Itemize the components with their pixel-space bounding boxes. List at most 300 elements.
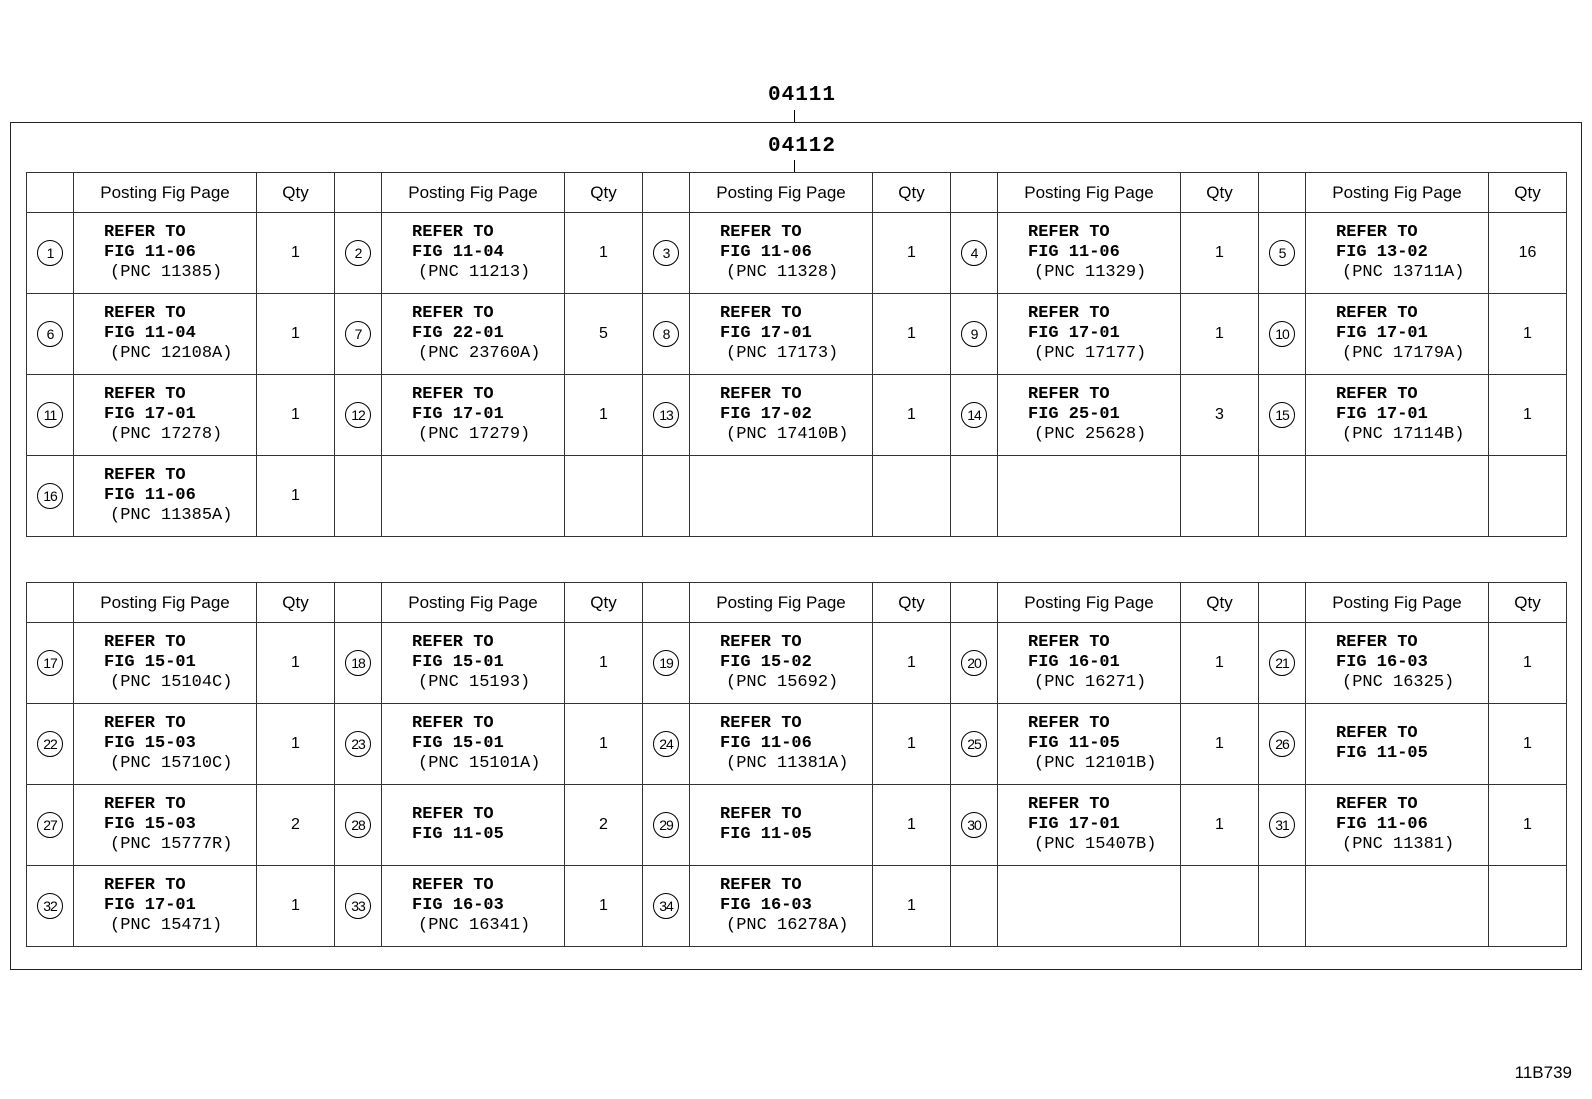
header-posting-fig-page: Posting Fig Page — [1306, 583, 1489, 623]
refer-to-text — [1306, 633, 1488, 693]
qty-cell: 1 — [873, 866, 951, 947]
callout-cell — [335, 294, 382, 375]
refer-to-label: REFER TO — [1028, 633, 1110, 652]
posting-cell — [382, 213, 565, 294]
header-posting-fig-page: Posting Fig Page — [382, 583, 565, 623]
callout-number: 22 — [37, 731, 63, 757]
qty-cell: 1 — [1489, 704, 1567, 785]
callout-cell — [27, 375, 74, 456]
callout-number: 12 — [345, 402, 371, 428]
posting-cell — [74, 294, 257, 375]
refer-to-text — [690, 633, 872, 693]
posting-cell — [998, 294, 1181, 375]
refer-to-text — [998, 714, 1180, 774]
refer-to-label: REFER TO — [720, 223, 802, 242]
callout-number: 25 — [961, 731, 987, 757]
fig-reference: FIG 11-04 — [412, 243, 504, 262]
pnc-reference: (PNC 11381A) — [726, 754, 849, 773]
refer-to-label: REFER TO — [412, 304, 494, 323]
fig-reference: FIG 17-01 — [1336, 324, 1428, 343]
pnc-reference: (PNC 23760A) — [418, 344, 541, 363]
callout-number: 5 — [1269, 240, 1295, 266]
posting-cell — [690, 866, 873, 947]
pnc-reference: (PNC 17114B) — [1342, 425, 1465, 444]
posting-cell — [74, 785, 257, 866]
posting-cell — [690, 785, 873, 866]
pnc-reference: (PNC 13711A) — [1342, 263, 1465, 282]
callout-number: 30 — [961, 812, 987, 838]
callout-number: 31 — [1269, 812, 1295, 838]
qty-cell: 1 — [257, 456, 335, 537]
pnc-reference: (PNC 17179A) — [1342, 344, 1465, 363]
qty-cell: 3 — [1181, 375, 1259, 456]
posting-cell — [1306, 704, 1489, 785]
table-header-row — [27, 173, 1567, 213]
callout-cell — [335, 623, 382, 704]
refer-to-text — [74, 876, 256, 936]
table-row — [27, 785, 1567, 866]
fig-reference: FIG 17-01 — [412, 405, 504, 424]
qty-cell: 1 — [257, 623, 335, 704]
refer-to-label: REFER TO — [412, 385, 494, 404]
header-blank — [335, 583, 382, 623]
fig-reference: FIG 16-03 — [412, 896, 504, 915]
refer-to-text — [74, 633, 256, 693]
qty-cell: 1 — [873, 623, 951, 704]
assembly-label-04111: 04111 — [768, 84, 837, 107]
qty-cell: 5 — [565, 294, 643, 375]
refer-to-label: REFER TO — [1336, 633, 1418, 652]
refer-to-text — [1306, 795, 1488, 855]
refer-to-label: REFER TO — [104, 385, 186, 404]
table-row — [27, 213, 1567, 294]
header-posting-fig-page: Posting Fig Page — [74, 583, 257, 623]
header-qty: Qty — [1489, 583, 1567, 623]
callout-cell — [951, 375, 998, 456]
posting-cell — [998, 866, 1181, 947]
callout-number: 11 — [37, 402, 63, 428]
figure-code: 11B739 — [1514, 1063, 1572, 1082]
callout-cell — [27, 623, 74, 704]
qty-cell: 1 — [1181, 294, 1259, 375]
callout-cell — [27, 294, 74, 375]
qty-cell: 1 — [565, 704, 643, 785]
pnc-reference: (PNC 11213) — [418, 263, 531, 282]
header-blank — [27, 583, 74, 623]
callout-cell — [335, 213, 382, 294]
callout-cell — [951, 866, 998, 947]
posting-cell — [1306, 294, 1489, 375]
callout-cell — [1259, 623, 1306, 704]
callout-number: 7 — [345, 321, 371, 347]
refer-to-label: REFER TO — [720, 385, 802, 404]
refer-to-label: REFER TO — [720, 714, 802, 733]
leader-line — [794, 110, 795, 122]
fig-reference: FIG 16-03 — [1336, 653, 1428, 672]
callout-number: 10 — [1269, 321, 1295, 347]
posting-cell — [690, 294, 873, 375]
header-posting-fig-page: Posting Fig Page — [998, 583, 1181, 623]
callout-number: 23 — [345, 731, 371, 757]
refer-to-label: REFER TO — [412, 223, 494, 242]
callout-number: 21 — [1269, 650, 1295, 676]
pnc-reference: (PNC 15777R) — [110, 835, 233, 854]
refer-to-label: REFER TO — [104, 876, 186, 895]
qty-cell: 1 — [1489, 623, 1567, 704]
pnc-reference: (PNC 16325) — [1342, 673, 1455, 692]
callout-cell — [1259, 456, 1306, 537]
pnc-reference: (PNC 15407B) — [1034, 835, 1157, 854]
refer-to-text — [74, 385, 256, 445]
callout-cell — [643, 704, 690, 785]
refer-to-label: REFER TO — [1336, 304, 1418, 323]
pnc-reference: (PNC 17279) — [418, 425, 531, 444]
refer-to-text — [382, 876, 564, 936]
qty-cell — [565, 456, 643, 537]
fig-reference: FIG 15-01 — [104, 653, 196, 672]
pnc-reference: (PNC 11385) — [110, 263, 223, 282]
qty-cell: 1 — [257, 294, 335, 375]
posting-cell — [382, 704, 565, 785]
refer-to-text — [382, 223, 564, 283]
fig-reference: FIG 15-02 — [720, 653, 812, 672]
qty-cell: 1 — [1181, 704, 1259, 785]
callout-number: 3 — [653, 240, 679, 266]
qty-cell: 2 — [565, 785, 643, 866]
qty-cell: 1 — [873, 785, 951, 866]
refer-to-text — [998, 385, 1180, 445]
posting-cell — [1306, 213, 1489, 294]
callout-number: 26 — [1269, 731, 1295, 757]
fig-reference: FIG 11-06 — [104, 243, 196, 262]
header-qty: Qty — [257, 583, 335, 623]
qty-cell: 1 — [257, 866, 335, 947]
qty-cell: 1 — [257, 704, 335, 785]
refer-to-label: REFER TO — [1028, 714, 1110, 733]
qty-cell: 16 — [1489, 213, 1567, 294]
refer-to-text — [382, 304, 564, 364]
refer-to-text — [1306, 724, 1488, 764]
refer-to-label: REFER TO — [720, 805, 802, 824]
refer-to-label: REFER TO — [720, 633, 802, 652]
refer-to-label: REFER TO — [104, 795, 186, 814]
fig-reference: FIG 11-06 — [104, 486, 196, 505]
callout-number: 2 — [345, 240, 371, 266]
parts-table-2 — [26, 582, 1567, 947]
refer-to-label: REFER TO — [1028, 795, 1110, 814]
callout-number: 13 — [653, 402, 679, 428]
fig-reference: FIG 13-02 — [1336, 243, 1428, 262]
callout-number: 34 — [653, 893, 679, 919]
pnc-reference: (PNC 15692) — [726, 673, 839, 692]
pnc-reference: (PNC 17173) — [726, 344, 839, 363]
posting-cell — [74, 704, 257, 785]
refer-to-label: REFER TO — [104, 633, 186, 652]
posting-cell — [998, 456, 1181, 537]
pnc-reference: (PNC 12108A) — [110, 344, 233, 363]
posting-cell — [998, 375, 1181, 456]
header-posting-fig-page: Posting Fig Page — [382, 173, 565, 213]
callout-cell — [1259, 866, 1306, 947]
fig-reference: FIG 11-05 — [1028, 734, 1120, 753]
refer-to-text — [690, 385, 872, 445]
callout-number: 14 — [961, 402, 987, 428]
qty-cell: 1 — [873, 294, 951, 375]
refer-to-label: REFER TO — [1336, 795, 1418, 814]
pnc-reference: (PNC 17278) — [110, 425, 223, 444]
callout-cell — [335, 456, 382, 537]
posting-cell — [1306, 785, 1489, 866]
fig-reference: FIG 11-06 — [720, 734, 812, 753]
callout-number: 17 — [37, 650, 63, 676]
qty-cell: 1 — [1489, 785, 1567, 866]
header-posting-fig-page: Posting Fig Page — [74, 173, 257, 213]
refer-to-label: REFER TO — [412, 805, 494, 824]
fig-reference: FIG 11-06 — [1336, 815, 1428, 834]
pnc-reference: (PNC 15104C) — [110, 673, 233, 692]
fig-reference: FIG 11-06 — [720, 243, 812, 262]
fig-reference: FIG 17-02 — [720, 405, 812, 424]
refer-to-label: REFER TO — [104, 304, 186, 323]
callout-cell — [951, 704, 998, 785]
refer-to-label: REFER TO — [1028, 385, 1110, 404]
callout-cell — [951, 294, 998, 375]
header-qty: Qty — [873, 173, 951, 213]
refer-to-text — [382, 385, 564, 445]
refer-to-text — [74, 304, 256, 364]
header-qty: Qty — [257, 173, 335, 213]
callout-cell — [951, 785, 998, 866]
posting-cell — [74, 456, 257, 537]
callout-cell — [335, 704, 382, 785]
qty-cell: 1 — [565, 623, 643, 704]
posting-cell — [690, 456, 873, 537]
callout-number: 20 — [961, 650, 987, 676]
posting-cell — [998, 623, 1181, 704]
callout-cell — [643, 294, 690, 375]
posting-cell — [690, 375, 873, 456]
fig-reference: FIG 11-05 — [720, 825, 812, 844]
fig-reference: FIG 17-01 — [1028, 815, 1120, 834]
posting-cell — [998, 704, 1181, 785]
callout-cell — [335, 785, 382, 866]
callout-cell — [643, 623, 690, 704]
callout-cell — [27, 213, 74, 294]
refer-to-label: REFER TO — [1028, 223, 1110, 242]
refer-to-text — [382, 633, 564, 693]
qty-cell: 1 — [565, 213, 643, 294]
pnc-reference: (PNC 25628) — [1034, 425, 1147, 444]
refer-to-label: REFER TO — [1028, 304, 1110, 323]
header-qty: Qty — [1181, 583, 1259, 623]
refer-to-text — [1306, 223, 1488, 283]
pnc-reference: (PNC 11329) — [1034, 263, 1147, 282]
posting-cell — [998, 213, 1181, 294]
refer-to-label: REFER TO — [104, 466, 186, 485]
fig-reference: FIG 17-01 — [104, 405, 196, 424]
posting-cell — [690, 623, 873, 704]
callout-number: 1 — [37, 240, 63, 266]
qty-cell: 1 — [257, 375, 335, 456]
pnc-reference: (PNC 16271) — [1034, 673, 1147, 692]
table-header-row — [27, 583, 1567, 623]
table-row — [27, 866, 1567, 947]
callout-cell — [27, 785, 74, 866]
posting-cell — [1306, 866, 1489, 947]
refer-to-text — [690, 805, 872, 845]
pnc-reference: (PNC 15710C) — [110, 754, 233, 773]
header-blank — [27, 173, 74, 213]
callout-cell — [951, 456, 998, 537]
refer-to-text — [1306, 304, 1488, 364]
refer-to-text — [690, 876, 872, 936]
qty-cell: 1 — [1181, 785, 1259, 866]
callout-cell — [335, 375, 382, 456]
pnc-reference: (PNC 17177) — [1034, 344, 1147, 363]
refer-to-label: REFER TO — [720, 876, 802, 895]
header-blank — [643, 173, 690, 213]
qty-cell — [1489, 456, 1567, 537]
refer-to-text — [74, 795, 256, 855]
refer-to-text — [382, 805, 564, 845]
callout-number: 24 — [653, 731, 679, 757]
header-posting-fig-page: Posting Fig Page — [690, 583, 873, 623]
refer-to-label: REFER TO — [1336, 724, 1418, 743]
qty-cell: 2 — [257, 785, 335, 866]
refer-to-label: REFER TO — [412, 876, 494, 895]
fig-reference: FIG 15-01 — [412, 653, 504, 672]
posting-cell — [74, 866, 257, 947]
callout-number: 33 — [345, 893, 371, 919]
callout-cell — [643, 866, 690, 947]
header-blank — [1259, 583, 1306, 623]
fig-reference: FIG 17-01 — [104, 896, 196, 915]
callout-cell — [643, 456, 690, 537]
refer-to-label: REFER TO — [412, 714, 494, 733]
qty-cell: 1 — [1489, 375, 1567, 456]
parts-table-1 — [26, 172, 1567, 537]
table-row — [27, 623, 1567, 704]
table-row — [27, 375, 1567, 456]
refer-to-text — [74, 466, 256, 526]
fig-reference: FIG 17-01 — [1028, 324, 1120, 343]
pnc-reference: (PNC 11328) — [726, 263, 839, 282]
pnc-reference: (PNC 11381) — [1342, 835, 1455, 854]
callout-cell — [27, 456, 74, 537]
refer-to-label: REFER TO — [104, 714, 186, 733]
fig-reference: FIG 15-03 — [104, 815, 196, 834]
fig-reference: FIG 17-01 — [1336, 405, 1428, 424]
header-qty: Qty — [873, 583, 951, 623]
posting-cell — [74, 213, 257, 294]
posting-cell — [74, 375, 257, 456]
refer-to-label: REFER TO — [1336, 223, 1418, 242]
header-posting-fig-page: Posting Fig Page — [998, 173, 1181, 213]
refer-to-text — [1306, 385, 1488, 445]
fig-reference: FIG 11-05 — [1336, 744, 1428, 763]
refer-to-text — [382, 714, 564, 774]
callout-cell — [643, 213, 690, 294]
pnc-reference: (PNC 15471) — [110, 916, 223, 935]
qty-cell: 1 — [873, 213, 951, 294]
callout-number: 29 — [653, 812, 679, 838]
refer-to-text — [690, 304, 872, 364]
qty-cell: 1 — [873, 375, 951, 456]
posting-cell — [382, 785, 565, 866]
fig-reference: FIG 15-03 — [104, 734, 196, 753]
refer-to-text — [998, 223, 1180, 283]
qty-cell — [1489, 866, 1567, 947]
table-row — [27, 704, 1567, 785]
qty-cell: 1 — [1489, 294, 1567, 375]
refer-to-text — [998, 633, 1180, 693]
fig-reference: FIG 11-05 — [412, 825, 504, 844]
pnc-reference: (PNC 17410B) — [726, 425, 849, 444]
table-row — [27, 294, 1567, 375]
callout-cell — [335, 866, 382, 947]
header-blank — [335, 173, 382, 213]
qty-cell: 1 — [257, 213, 335, 294]
refer-to-text — [998, 304, 1180, 364]
callout-number: 6 — [37, 321, 63, 347]
header-qty: Qty — [565, 583, 643, 623]
header-blank — [1259, 173, 1306, 213]
pnc-reference: (PNC 11385A) — [110, 506, 233, 525]
fig-reference: FIG 16-03 — [720, 896, 812, 915]
refer-to-text — [690, 223, 872, 283]
fig-reference: FIG 22-01 — [412, 324, 504, 343]
fig-reference: FIG 15-01 — [412, 734, 504, 753]
leader-line — [794, 160, 795, 172]
posting-cell — [382, 294, 565, 375]
callout-cell — [1259, 375, 1306, 456]
refer-to-text — [74, 223, 256, 283]
posting-cell — [382, 456, 565, 537]
qty-cell: 1 — [565, 375, 643, 456]
callout-number: 18 — [345, 650, 371, 676]
refer-to-label: REFER TO — [1336, 385, 1418, 404]
callout-cell — [951, 213, 998, 294]
pnc-reference: (PNC 15101A) — [418, 754, 541, 773]
refer-to-text — [690, 714, 872, 774]
callout-number: 16 — [37, 483, 63, 509]
posting-cell — [998, 785, 1181, 866]
header-qty: Qty — [1489, 173, 1567, 213]
qty-cell — [1181, 866, 1259, 947]
header-blank — [951, 173, 998, 213]
callout-cell — [27, 704, 74, 785]
qty-cell — [873, 456, 951, 537]
posting-cell — [690, 213, 873, 294]
qty-cell: 1 — [1181, 213, 1259, 294]
fig-reference: FIG 11-04 — [104, 324, 196, 343]
header-blank — [643, 583, 690, 623]
fig-reference: FIG 17-01 — [720, 324, 812, 343]
header-blank — [951, 583, 998, 623]
refer-to-text — [74, 714, 256, 774]
table-row — [27, 456, 1567, 537]
fig-reference: FIG 25-01 — [1028, 405, 1120, 424]
refer-to-label: REFER TO — [412, 633, 494, 652]
header-qty: Qty — [1181, 173, 1259, 213]
qty-cell — [1181, 456, 1259, 537]
pnc-reference: (PNC 15193) — [418, 673, 531, 692]
refer-to-label: REFER TO — [720, 304, 802, 323]
callout-cell — [643, 375, 690, 456]
posting-cell — [74, 623, 257, 704]
fig-reference: FIG 11-06 — [1028, 243, 1120, 262]
header-posting-fig-page: Posting Fig Page — [690, 173, 873, 213]
